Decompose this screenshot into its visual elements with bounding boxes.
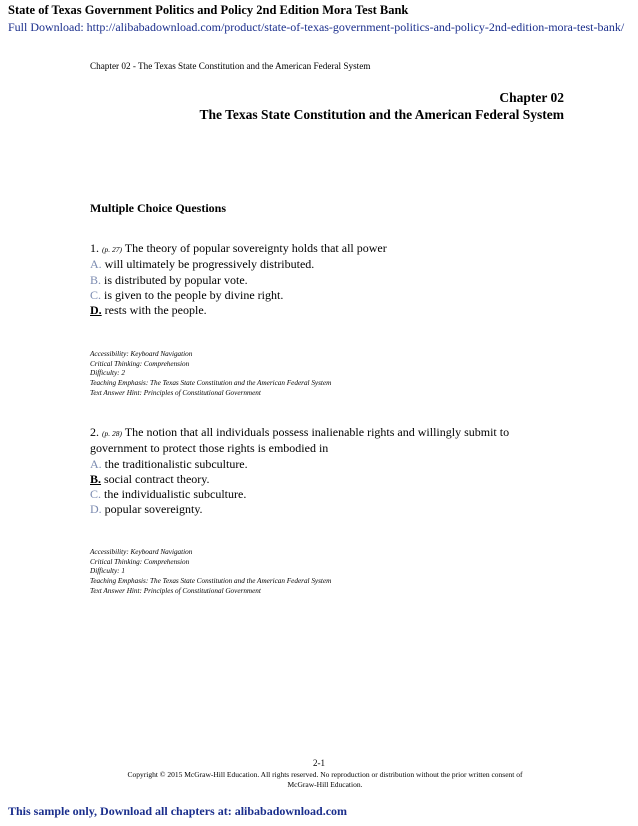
page-reference: (p. 27) — [102, 245, 122, 254]
copyright-notice — [90, 770, 560, 790]
question-2 — [90, 425, 560, 518]
choice-a — [90, 257, 560, 272]
meta-answer-hint: Text Answer Hint: Principles of Constitutional Government — [90, 586, 261, 595]
question-stem — [90, 425, 560, 441]
meta-answer-hint: Text Answer Hint: Principles of Constitutional Government — [90, 388, 261, 397]
copyright-line-2: McGraw-Hill Education. — [287, 780, 363, 789]
choice-b-correct — [90, 472, 560, 487]
choice-text: popular sovereignty. — [104, 502, 203, 517]
banner-title: State of Texas Government Politics and Policy 2nd Edition Mora Test Bank — [8, 3, 409, 17]
meta-teaching-emphasis: Teaching Emphasis: The Texas State Constitution and the American Federal System — [90, 379, 332, 388]
copyright-line-1: Copyright © 2015 McGraw-Hill Education. All rights reserved. No reproduction or distribution without the prior written consent of — [127, 770, 523, 779]
choice-letter: B. — [90, 272, 102, 287]
correct-choice-letter: B. — [90, 471, 102, 486]
choice-d — [90, 502, 560, 517]
choice-text: the individualistic subculture. — [104, 487, 247, 502]
meta-critical-thinking: Critical Thinking: Comprehension — [90, 359, 190, 368]
page-number: 2-1 — [313, 758, 325, 768]
choice-letter: A. — [90, 456, 102, 471]
meta-accessibility: Accessibility: Keyboard Navigation — [90, 548, 193, 556]
bottom-download-banner[interactable]: This sample only, Download all chapters at: alibabadownload.com — [8, 804, 348, 818]
question-number: 2. — [90, 425, 99, 439]
download-line — [8, 20, 624, 35]
section-heading: Multiple Choice Questions — [90, 201, 227, 215]
correct-choice-letter: D. — [90, 303, 102, 318]
choice-text: the traditionalistic subculture. — [104, 456, 248, 471]
meta-accessibility: Accessibility: Keyboard Navigation — [90, 350, 193, 358]
page-reference: (p. 28) — [102, 429, 122, 438]
choice-text: is given to the people by divine right. — [104, 287, 284, 302]
meta-teaching-emphasis: Teaching Emphasis: The Texas State Constitution and the American Federal System — [90, 577, 332, 586]
question-1-metadata — [90, 350, 331, 399]
question-stem — [90, 241, 560, 257]
download-label: Full Download: — [8, 20, 84, 34]
choice-text: is distributed by popular vote. — [104, 272, 248, 287]
meta-critical-thinking: Critical Thinking: Comprehension — [90, 557, 190, 566]
stem-text: The theory of popular sovereignty holds that all power — [124, 241, 387, 255]
stem-text: The notion that all individuals possess inalienable rights and willingly submit to — [124, 425, 510, 439]
choice-c — [90, 487, 560, 502]
choice-text: rests with the people. — [104, 303, 207, 318]
question-stem-continued: government to protect those rights is embodied in — [90, 441, 329, 456]
choice-b — [90, 273, 560, 288]
download-link[interactable]: http://alibabadownload.com/product/state-of-texas-government-politics-and-policy-2nd-edition-mora-test-bank/ — [86, 20, 625, 34]
choice-letter: D. — [90, 502, 102, 517]
choice-letter: C. — [90, 487, 102, 502]
running-header: Chapter 02 - The Texas State Constitution and the American Federal System — [90, 61, 371, 71]
choice-c — [90, 288, 560, 303]
question-number: 1. — [90, 241, 99, 255]
meta-difficulty: Difficulty: 2 — [90, 369, 125, 378]
question-1 — [90, 241, 560, 318]
choice-letter: C. — [90, 287, 102, 302]
choice-a — [90, 457, 560, 472]
choice-text: social contract theory. — [104, 471, 210, 486]
question-2-metadata — [90, 548, 331, 597]
meta-difficulty: Difficulty: 1 — [90, 567, 125, 576]
choice-d-correct — [90, 303, 560, 318]
choice-text: will ultimately be progressively distributed. — [104, 257, 315, 272]
choice-letter: A. — [90, 257, 102, 272]
chapter-number: Chapter 02 — [499, 90, 564, 105]
chapter-title: The Texas State Constitution and the American Federal System — [199, 107, 564, 122]
